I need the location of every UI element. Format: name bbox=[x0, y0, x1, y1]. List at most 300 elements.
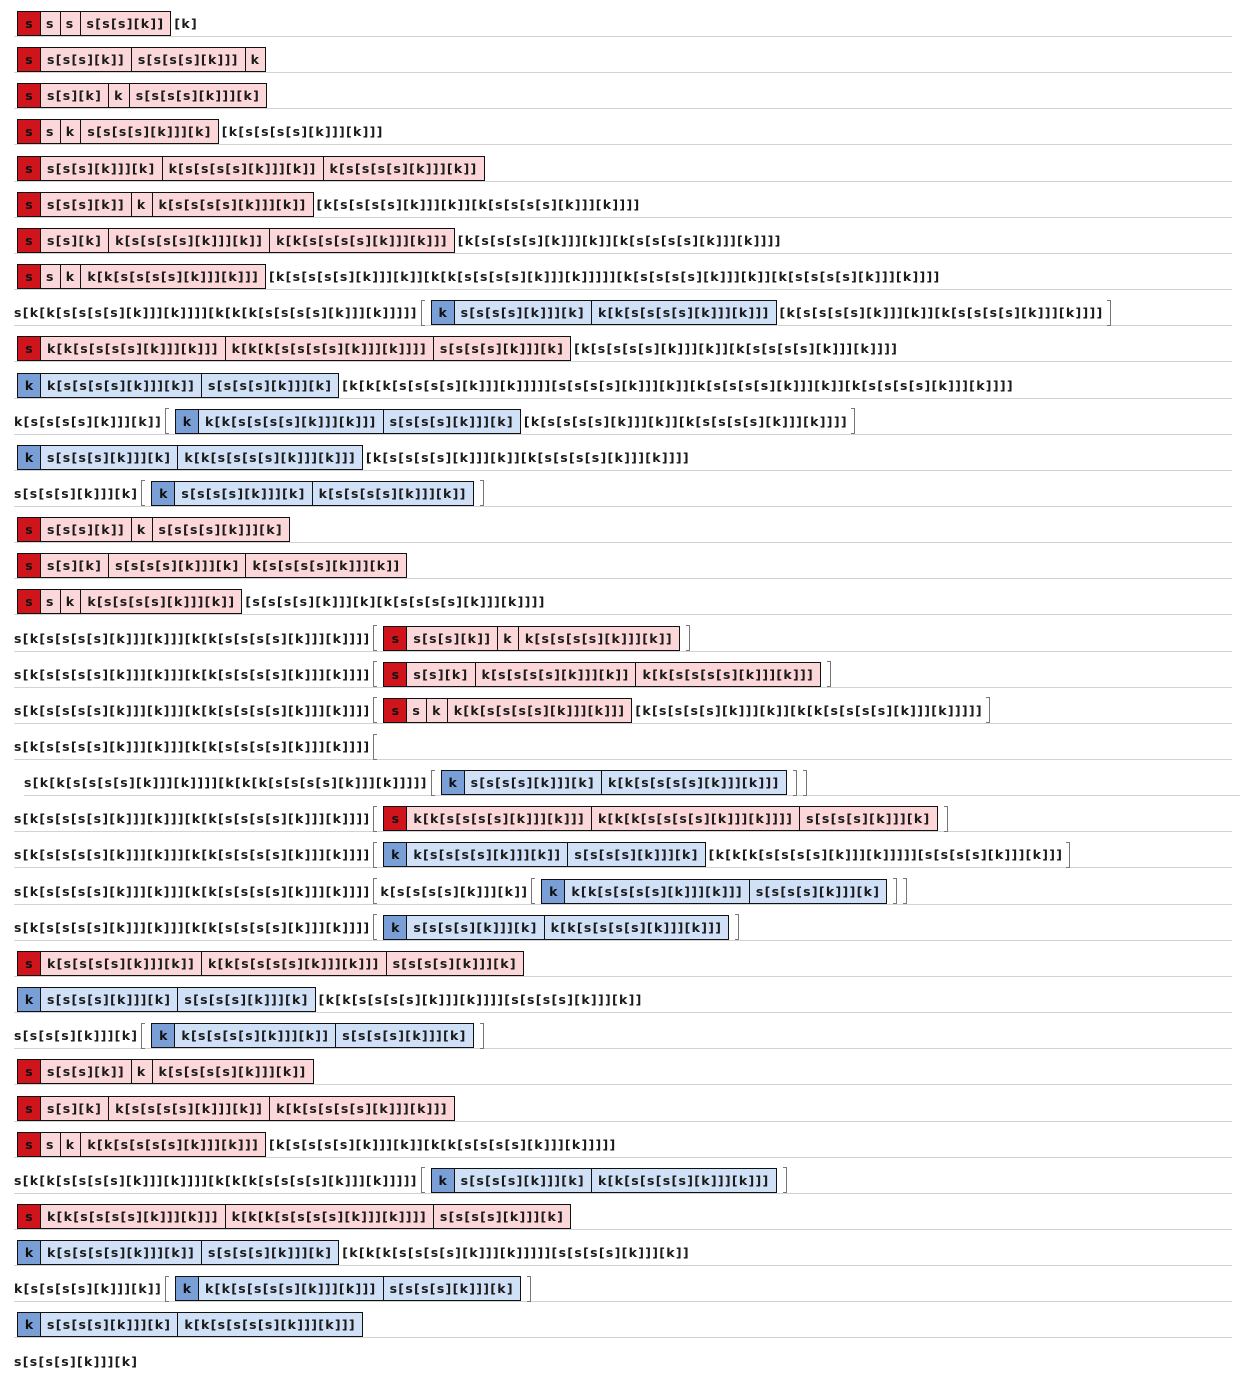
redex-argument: k[k[s[s[s[s][k]]][k]]] bbox=[177, 446, 362, 469]
evolution-step-row bbox=[14, 904, 1232, 941]
redex-argument: s bbox=[406, 699, 426, 722]
redex-argument: s bbox=[40, 265, 60, 288]
s-redex-box bbox=[383, 662, 821, 687]
prefix-expression: s[s[s[s][k]]][k] bbox=[14, 1353, 139, 1369]
s-combinator-head: s bbox=[384, 663, 406, 686]
suffix-expression: [k[k[s[s[s[s][k]]][k]]]][s[s[s[s][k]]][k]] bbox=[318, 992, 643, 1008]
prefix-expression: s[k[s[s[s[s][k]]][k]]][k[k[s[s[s[s][k]]][k]]]] bbox=[14, 919, 371, 935]
s-combinator-head: s bbox=[18, 120, 40, 143]
redex-argument: k[k[s[s[s[s][k]]][k]]] bbox=[201, 952, 386, 975]
redex-argument: k[k[s[s[s[s][k]]][k]]] bbox=[198, 1277, 383, 1300]
step-expression bbox=[14, 191, 640, 218]
suffix-expression: [k[s[s[s[s][k]]][k]][k[k[s[s[s[s][k]]][k]]]]][k[s[s[s[s][k]]][k]][k[s[s[s[s][k]]][k]]]] bbox=[268, 269, 941, 285]
step-expression bbox=[14, 1203, 574, 1230]
redex-argument: k[k[s[s[s[s][k]]][k]]] bbox=[601, 771, 786, 794]
k-combinator-head: k bbox=[152, 482, 174, 505]
s-redex-box bbox=[17, 553, 407, 578]
redex-argument: s[s[s[s][k]]][k] bbox=[177, 988, 314, 1011]
open-bracket bbox=[373, 914, 377, 940]
k-combinator-head: k bbox=[542, 880, 564, 903]
evolution-step-row bbox=[14, 651, 1232, 688]
redex-argument: k[s[s[s[s][k]]][k]] bbox=[40, 1241, 201, 1264]
close-bracket bbox=[686, 625, 690, 651]
step-expression bbox=[14, 444, 690, 471]
redex-argument: s[s[s[s][k]]][k] bbox=[386, 952, 523, 975]
step-expression bbox=[14, 299, 1114, 326]
s-redex-box bbox=[17, 11, 171, 36]
step-expression bbox=[14, 1131, 617, 1158]
step-expression bbox=[14, 1095, 458, 1122]
redex-argument: s[s[s[s][k]]][k] bbox=[108, 554, 245, 577]
evolution-step-row bbox=[14, 0, 1232, 37]
open-bracket bbox=[373, 697, 377, 723]
step-expression bbox=[14, 661, 834, 688]
s-combinator-head: s bbox=[384, 807, 406, 830]
redex-argument: s[s][k] bbox=[406, 663, 474, 686]
redex-argument: k[s[s[s[s][k]]][k]] bbox=[174, 1024, 335, 1047]
redex-argument: s[s[s[s][k]]][k] bbox=[749, 880, 886, 903]
evolution-step-row bbox=[14, 687, 1232, 724]
redex-argument: k[k[s[s[s[s][k]]][k]]] bbox=[269, 229, 454, 252]
evolution-step-row bbox=[14, 1012, 1232, 1049]
step-expression bbox=[14, 733, 380, 760]
s-combinator-head: s bbox=[384, 627, 406, 650]
k-redex-box bbox=[17, 987, 316, 1012]
k-combinator-head: k bbox=[18, 1241, 40, 1264]
evolution-step-row bbox=[14, 253, 1232, 290]
evolution-step-row bbox=[14, 1121, 1232, 1158]
close-bracket bbox=[783, 1167, 787, 1193]
s-redex-box bbox=[17, 228, 455, 253]
redex-argument: k[k[s[s[s[s][k]]][k]]] bbox=[591, 1169, 776, 1192]
step-expression bbox=[14, 480, 487, 507]
close-bracket bbox=[527, 1276, 531, 1302]
open-bracket bbox=[141, 480, 145, 506]
s-redex-box bbox=[383, 806, 937, 831]
step-expression bbox=[14, 1275, 534, 1302]
redex-argument: k[s[s[s[s][k]]][k]] bbox=[162, 157, 323, 180]
close-bracket bbox=[793, 770, 797, 796]
s-redex-box bbox=[17, 1059, 314, 1084]
redex-argument: k[s[s[s[s][k]]][k]] bbox=[108, 1097, 269, 1120]
redex-argument: s[s[s[s][k]]][k] bbox=[335, 1024, 472, 1047]
step-expression bbox=[14, 841, 1073, 868]
redex-argument: k[s[s[s[s][k]]][k]] bbox=[475, 663, 636, 686]
close-bracket bbox=[903, 878, 907, 904]
k-redex-box bbox=[441, 770, 787, 795]
s-redex-box bbox=[17, 192, 314, 217]
step-expression bbox=[24, 769, 810, 796]
redex-argument: k bbox=[60, 590, 81, 613]
suffix-expression: [k[s[s[s[s][k]]][k]][k[s[s[s[s][k]]][k]]]] bbox=[365, 449, 690, 465]
redex-argument: s[s][k] bbox=[40, 1097, 108, 1120]
redex-argument: s[s[s][k]] bbox=[80, 12, 171, 35]
redex-argument: s[s[s][k]]][k] bbox=[40, 157, 162, 180]
evolution-step-row bbox=[14, 940, 1232, 977]
s-redex-box bbox=[17, 1132, 266, 1157]
redex-argument: k[k[s[s[s[s][k]]][k]]] bbox=[40, 1205, 225, 1228]
suffix-expression: [k[s[s[s[s][k]]][k]][k[s[s[s[s][k]]][k]]]] bbox=[523, 413, 848, 429]
redex-argument: s[s[s[s][k]]] bbox=[131, 48, 245, 71]
evolution-step-row bbox=[14, 723, 1232, 760]
s-redex-box bbox=[17, 47, 266, 72]
redex-argument: k[k[s[s[s[s][k]]][k]]] bbox=[406, 807, 591, 830]
evolution-step-row bbox=[14, 217, 1232, 254]
open-bracket bbox=[373, 878, 377, 904]
s-combinator-head: s bbox=[18, 337, 40, 360]
redex-argument: s[s[s[s][k]]][k] bbox=[40, 1313, 177, 1336]
s-combinator-head: s bbox=[18, 1133, 40, 1156]
redex-argument: k[k[s[s[s[s][k]]][k]]] bbox=[80, 1133, 265, 1156]
evolution-step-row bbox=[14, 145, 1232, 182]
evolution-step-row bbox=[14, 1265, 1232, 1302]
step-expression bbox=[14, 1022, 487, 1049]
step-expression bbox=[14, 588, 546, 615]
redex-argument: s[s[s[s][k]]][k] bbox=[433, 1205, 570, 1228]
evolution-step-row bbox=[14, 506, 1232, 543]
redex-argument: s[s[s[s][k]]][k] bbox=[567, 843, 704, 866]
evolution-step-row bbox=[14, 542, 1232, 579]
redex-argument: s[s][k] bbox=[40, 554, 108, 577]
step-expression bbox=[14, 516, 293, 543]
redex-argument: s[s[s[s][k]]][k] bbox=[40, 446, 177, 469]
redex-argument: k[s[s[s[s][k]]][k]] bbox=[108, 229, 269, 252]
redex-argument: s[s[s[s][k]]][k] bbox=[201, 1241, 338, 1264]
redex-argument: s[s[s[s][k]]][k] bbox=[799, 807, 936, 830]
k-combinator-head: k bbox=[384, 916, 406, 939]
k-redex-box bbox=[17, 1312, 363, 1337]
evolution-step-row bbox=[14, 325, 1232, 362]
close-bracket bbox=[735, 914, 739, 940]
redex-argument: s[s[s[s][k]]][k] bbox=[152, 518, 289, 541]
k-redex-box bbox=[151, 1023, 473, 1048]
redex-argument: k bbox=[426, 699, 447, 722]
step-expression bbox=[14, 1167, 790, 1194]
redex-argument: s[s[s][k]] bbox=[40, 193, 131, 216]
step-expression bbox=[14, 625, 693, 652]
evolution-step-row bbox=[14, 578, 1232, 615]
step-expression bbox=[14, 46, 269, 73]
close-bracket bbox=[893, 878, 897, 904]
s-redex-box bbox=[383, 698, 632, 723]
evolution-step-row bbox=[14, 398, 1232, 435]
redex-argument: k[k[s[s[s[s][k]]][k]]] bbox=[564, 880, 749, 903]
redex-argument: s[s[s[s][k]]][k] bbox=[40, 988, 177, 1011]
redex-argument: s[s[s[s][k]]][k] bbox=[174, 482, 311, 505]
k-redex-box bbox=[17, 1240, 339, 1265]
open-bracket bbox=[421, 1167, 425, 1193]
s-combinator-head: s bbox=[18, 193, 40, 216]
s-redex-box bbox=[17, 589, 242, 614]
open-bracket bbox=[373, 842, 377, 868]
s-redex-box bbox=[383, 626, 680, 651]
redex-argument: k[s[s[s[s][k]]][k]] bbox=[40, 374, 201, 397]
close-bracket bbox=[803, 770, 807, 796]
redex-argument: s[s[s[s][k]]][k] bbox=[201, 374, 338, 397]
redex-argument: s[s[s[s][k]]][k] bbox=[433, 337, 570, 360]
redex-argument: k bbox=[245, 48, 266, 71]
step-expression bbox=[14, 82, 270, 109]
redex-argument: s[s[s[s][k]]][k] bbox=[80, 120, 217, 143]
open-bracket bbox=[373, 625, 377, 651]
suffix-expression: [k[s[s[s[s][k]]][k]][k[k[s[s[s[s][k]]][k]]]]] bbox=[635, 702, 983, 718]
s-redex-box bbox=[17, 119, 219, 144]
k-redex-box bbox=[17, 373, 339, 398]
open-bracket bbox=[165, 1276, 169, 1302]
k-redex-box bbox=[431, 300, 777, 325]
s-redex-box bbox=[17, 83, 267, 108]
redex-argument: k bbox=[60, 120, 81, 143]
step-expression bbox=[14, 986, 643, 1013]
s-redex-box bbox=[17, 156, 485, 181]
open-bracket bbox=[373, 806, 377, 832]
redex-argument: k[s[s[s[s][k]]][k]] bbox=[40, 952, 201, 975]
k-combinator-head: k bbox=[442, 771, 464, 794]
k-redex-box bbox=[541, 879, 887, 904]
step-expression bbox=[14, 372, 1014, 399]
redex-argument: k[k[s[s[s[s][k]]][k]]] bbox=[198, 410, 383, 433]
suffix-expression: [k[k[k[s[s[s[s][k]]][k]]]]][s[s[s[s][k]]][k]] bbox=[342, 1245, 690, 1261]
redex-argument: s[s[s][k]] bbox=[40, 48, 131, 71]
redex-argument: k[k[s[s[s[s][k]]][k]]] bbox=[447, 699, 632, 722]
step-expression bbox=[14, 1058, 317, 1085]
s-combinator-head: s bbox=[18, 590, 40, 613]
prefix-expression: k[s[s[s[s][k]]][k]] bbox=[14, 413, 162, 429]
close-bracket bbox=[480, 1023, 484, 1049]
k-redex-box bbox=[17, 445, 363, 470]
evolution-step-row bbox=[14, 362, 1232, 399]
k-combinator-head: k bbox=[432, 301, 454, 324]
evolution-step-row bbox=[14, 976, 1232, 1013]
evolution-step-row bbox=[14, 615, 1232, 652]
redex-argument: k[k[s[s[s[s][k]]][k]]] bbox=[40, 337, 225, 360]
redex-argument: s bbox=[40, 590, 60, 613]
prefix-expression: s[k[k[s[s[s[s][k]]][k]]]][k[k[k[s[s[s[s][k]]][k]]]]] bbox=[14, 305, 418, 321]
redex-argument: s[s[s[s][k]]][k] bbox=[454, 1169, 591, 1192]
redex-argument: s[s[s][k]] bbox=[40, 1060, 131, 1083]
k-redex-box bbox=[175, 1276, 521, 1301]
k-combinator-head: k bbox=[18, 446, 40, 469]
suffix-expression: [k[s[s[s[s][k]]][k]][k[k[s[s[s[s][k]]][k]]]]] bbox=[268, 1136, 617, 1152]
prefix-expression: s[k[s[s[s[s][k]]][k]]][k[k[s[s[s[s][k]]][k]]]] bbox=[14, 739, 371, 754]
evolution-step-row bbox=[14, 36, 1232, 73]
close-bracket bbox=[480, 480, 484, 506]
redex-argument: k[k[s[s[s[s][k]]][k]]] bbox=[80, 265, 265, 288]
redex-argument: k[s[s[s[s][k]]][k]] bbox=[152, 193, 313, 216]
redex-argument: k[s[s[s[s][k]]][k]] bbox=[518, 627, 679, 650]
close-bracket bbox=[851, 408, 855, 434]
redex-argument: k[k[s[s[s[s][k]]][k]]] bbox=[269, 1097, 454, 1120]
step-expression bbox=[14, 10, 198, 37]
redex-argument: s bbox=[40, 1133, 60, 1156]
prefix-expression: s[k[s[s[s[s][k]]][k]]][k[k[s[s[s[s][k]]][k]]]] bbox=[14, 847, 371, 863]
step-expression bbox=[14, 1348, 138, 1375]
redex-argument: s[s[s[s][k]]][k] bbox=[464, 771, 601, 794]
redex-argument: k bbox=[60, 1133, 81, 1156]
redex-argument: k[s[s[s[s][k]]][k]] bbox=[245, 554, 406, 577]
s-combinator-head: s bbox=[18, 84, 40, 107]
step-expression bbox=[14, 263, 941, 290]
evolution-step-row bbox=[14, 831, 1232, 868]
evolution-step-row bbox=[14, 470, 1232, 507]
step-expression bbox=[14, 408, 858, 435]
open-bracket bbox=[373, 661, 377, 687]
evolution-step-row bbox=[14, 1338, 1232, 1374]
evolution-step-row bbox=[14, 795, 1232, 832]
redex-argument: s bbox=[60, 12, 80, 35]
redex-argument: k bbox=[131, 518, 152, 541]
s-combinator-head: s bbox=[18, 48, 40, 71]
redex-argument: s[s[s][k]] bbox=[40, 518, 131, 541]
redex-argument: k[k[s[s[s[s][k]]][k]]] bbox=[544, 916, 729, 939]
k-redex-box bbox=[383, 915, 729, 940]
redex-argument: s[s[s][k]] bbox=[406, 627, 497, 650]
k-combinator-head: k bbox=[152, 1024, 174, 1047]
prefix-expression: s[k[s[s[s[s][k]]][k]]][k[k[s[s[s[s][k]]][k]]]] bbox=[14, 702, 371, 718]
suffix-expression: [k[s[s[s[s][k]]][k]]] bbox=[221, 124, 384, 140]
prefix-expression: s[k[s[s[s[s][k]]][k]]][k[k[s[s[s[s][k]]][k]]]] bbox=[14, 811, 371, 827]
s-redex-box bbox=[17, 517, 290, 542]
open-bracket bbox=[165, 408, 169, 434]
redex-argument: k bbox=[131, 1060, 152, 1083]
open-bracket bbox=[431, 770, 435, 796]
s-combinator-head: s bbox=[384, 699, 406, 722]
prefix-expression: s[s[s[s][k]]][k] bbox=[14, 1028, 139, 1044]
redex-argument: k[s[s[s[s][k]]][k]] bbox=[80, 590, 241, 613]
step-expression bbox=[14, 335, 898, 362]
step-expression bbox=[14, 1239, 690, 1266]
prefix-expression: s[k[k[s[s[s[s][k]]][k]]]][k[k[k[s[s[s[s][k]]][k]]]]] bbox=[14, 1172, 418, 1188]
k-combinator-head: k bbox=[18, 1313, 40, 1336]
suffix-expression: [k[s[s[s[s][k]]][k]][k[s[s[s[s][k]]][k]]]] bbox=[574, 341, 899, 357]
evolution-step-row bbox=[24, 759, 1240, 796]
mid-expression: k[s[s[s[s][k]]][k]] bbox=[380, 883, 529, 899]
s-combinator-head: s bbox=[18, 229, 40, 252]
k-redex-box bbox=[383, 842, 705, 867]
close-bracket bbox=[944, 806, 948, 832]
redex-argument: s[s][k] bbox=[40, 229, 108, 252]
evolution-step-row bbox=[14, 289, 1232, 326]
redex-argument: k[k[s[s[s[s][k]]][k]]] bbox=[591, 301, 776, 324]
redex-argument: s[s][k] bbox=[40, 84, 108, 107]
evolution-step-row bbox=[14, 72, 1232, 109]
open-bracket bbox=[531, 878, 535, 904]
s-combinator-head: s bbox=[18, 265, 40, 288]
s-combinator-head: s bbox=[18, 1205, 40, 1228]
step-expression bbox=[14, 805, 951, 832]
redex-argument: k bbox=[108, 84, 129, 107]
k-redex-box bbox=[431, 1168, 777, 1193]
k-combinator-head: k bbox=[432, 1169, 454, 1192]
step-expression bbox=[14, 118, 384, 145]
suffix-expression: [k[s[s[s[s][k]]][k]][k[s[s[s[s][k]]][k]]]] bbox=[779, 305, 1104, 321]
k-combinator-head: k bbox=[18, 988, 40, 1011]
evolution-step-row bbox=[14, 868, 1232, 905]
s-combinator-head: s bbox=[18, 952, 40, 975]
redex-argument: k[k[s[s[s[s][k]]][k]]] bbox=[177, 1313, 362, 1336]
s-combinator-head: s bbox=[18, 157, 40, 180]
open-bracket bbox=[141, 1023, 145, 1049]
redex-argument: s[s[s[s][k]]][k] bbox=[383, 410, 520, 433]
redex-argument: k[s[s[s[s][k]]][k]] bbox=[312, 482, 473, 505]
step-expression bbox=[14, 878, 910, 905]
evolution-step-row bbox=[14, 1229, 1232, 1266]
s-redex-box bbox=[17, 1096, 455, 1121]
redex-argument: k bbox=[131, 193, 152, 216]
redex-argument: k[k[k[s[s[s[s][k]]][k]]]] bbox=[225, 1205, 433, 1228]
redex-argument: s[s[s[s][k]]][k] bbox=[383, 1277, 520, 1300]
s-redex-box bbox=[17, 264, 266, 289]
open-bracket bbox=[421, 300, 425, 326]
close-bracket bbox=[827, 661, 831, 687]
s-combinator-head: s bbox=[18, 1060, 40, 1083]
close-bracket bbox=[986, 697, 990, 723]
k-combinator-head: k bbox=[18, 374, 40, 397]
step-expression bbox=[14, 697, 993, 724]
s-redex-box bbox=[17, 1204, 571, 1229]
k-combinator-head: k bbox=[176, 1277, 198, 1300]
evolution-step-row bbox=[14, 1085, 1232, 1122]
evolution-step-row bbox=[14, 434, 1232, 471]
open-bracket bbox=[373, 734, 377, 760]
suffix-expression: [k[s[s[s[s][k]]][k]][k[s[s[s[s][k]]][k]]]] bbox=[316, 196, 641, 212]
evolution-step-row bbox=[14, 181, 1232, 218]
redex-argument: k bbox=[60, 265, 81, 288]
k-redex-box bbox=[175, 409, 521, 434]
redex-argument: k[s[s[s[s][k]]][k]] bbox=[406, 843, 567, 866]
step-expression bbox=[14, 552, 410, 579]
step-expression bbox=[14, 227, 782, 254]
s-redex-box bbox=[17, 336, 571, 361]
s-combinator-head: s bbox=[18, 1097, 40, 1120]
k-redex-box bbox=[151, 481, 473, 506]
suffix-expression: [k[k[k[s[s[s[s][k]]][k]]]]][s[s[s[s][k]]][k]][k[s[s[s[s][k]]][k]][k[s[s[s[s][k]]][k]]]] bbox=[342, 377, 1014, 393]
step-expression bbox=[14, 155, 488, 182]
redex-argument: k[s[s[s[s][k]]][k]] bbox=[152, 1060, 313, 1083]
evolution-step-row bbox=[14, 1301, 1232, 1338]
prefix-expression: k[s[s[s[s][k]]][k]] bbox=[14, 1281, 162, 1297]
prefix-expression: s[k[s[s[s[s][k]]][k]]][k[k[s[s[s[s][k]]][k]]]] bbox=[14, 883, 371, 899]
s-combinator-head: s bbox=[18, 518, 40, 541]
redex-argument: s[s[s[s][k]]][k] bbox=[129, 84, 266, 107]
suffix-expression: [s[s[s[s][k]]][k][k[s[s[s[s][k]]][k]]]] bbox=[245, 594, 546, 610]
redex-argument: k[k[k[s[s[s[s][k]]][k]]]] bbox=[591, 807, 799, 830]
s-redex-box bbox=[17, 951, 524, 976]
evolution-step-row bbox=[14, 1048, 1232, 1085]
s-combinator-head: s bbox=[18, 554, 40, 577]
prefix-expression: s[k[k[s[s[s[s][k]]][k]]]][k[k[k[s[s[s[s][k]]][k]]]]] bbox=[24, 775, 428, 791]
redex-argument: s bbox=[40, 120, 60, 143]
step-expression bbox=[14, 1311, 366, 1338]
k-combinator-head: k bbox=[176, 410, 198, 433]
suffix-expression: [k] bbox=[174, 16, 199, 31]
redex-argument: k bbox=[497, 627, 518, 650]
close-bracket bbox=[1066, 842, 1070, 868]
suffix-expression: [k[k[k[s[s[s[s][k]]][k]]]]][s[s[s[s][k]]][k]]] bbox=[708, 847, 1064, 863]
s-combinator-head: s bbox=[18, 12, 40, 35]
redex-argument: k[k[k[s[s[s[s][k]]][k]]]] bbox=[225, 337, 433, 360]
prefix-expression: s[s[s[s][k]]][k] bbox=[14, 485, 139, 501]
redex-argument: k[s[s[s[s][k]]][k]] bbox=[323, 157, 484, 180]
evolution-step-row bbox=[14, 1157, 1232, 1194]
prefix-expression: s[k[s[s[s[s][k]]][k]]][k[k[s[s[s[s][k]]][k]]]] bbox=[14, 630, 371, 646]
close-bracket bbox=[1107, 300, 1111, 326]
k-combinator-head: k bbox=[384, 843, 406, 866]
evolution-step-row bbox=[14, 108, 1232, 145]
redex-argument: k[k[s[s[s[s][k]]][k]]] bbox=[635, 663, 820, 686]
prefix-expression: s[k[s[s[s[s][k]]][k]]][k[k[s[s[s[s][k]]][k]]]] bbox=[14, 666, 371, 682]
redex-argument: s[s[s[s][k]]][k] bbox=[454, 301, 591, 324]
